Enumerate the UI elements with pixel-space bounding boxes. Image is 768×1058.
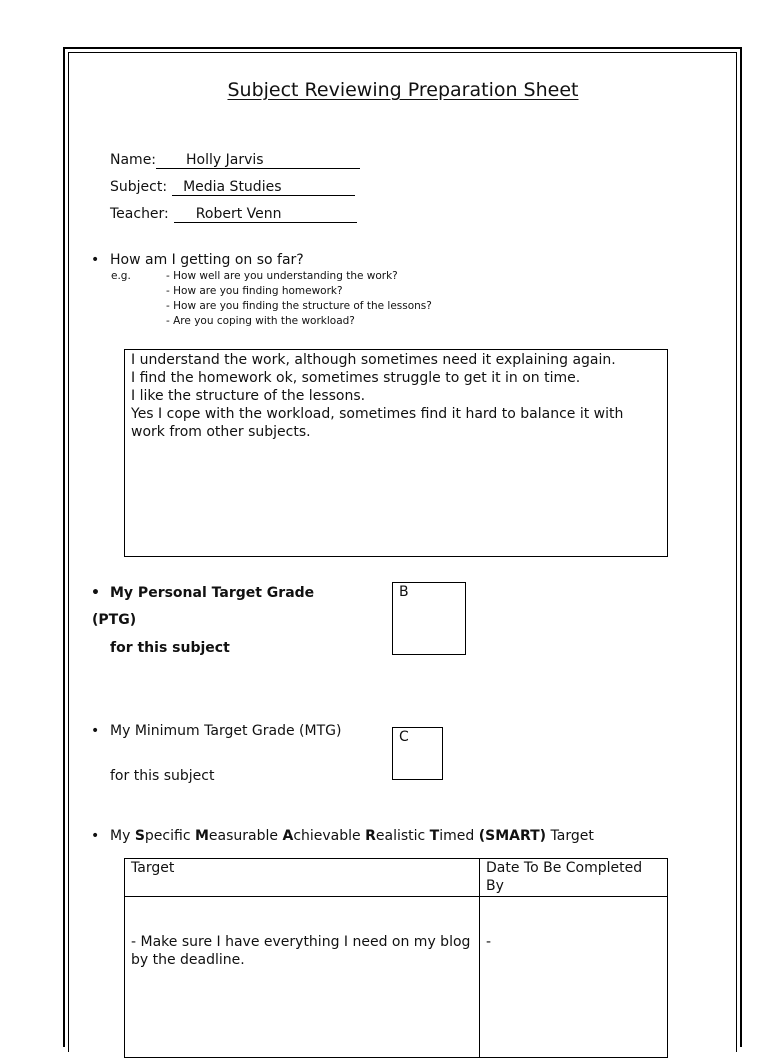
prompt-item: - How well are you understanding the work? xyxy=(166,270,398,282)
smart-s: S xyxy=(134,828,145,844)
smart-m-rest: easurable xyxy=(208,828,279,844)
ptg-label-line1 xyxy=(91,585,315,601)
bullet-icon: • xyxy=(91,585,100,601)
progress-question xyxy=(91,252,304,268)
progress-question-text: How am I getting on so far? xyxy=(110,252,304,268)
smart-m: M xyxy=(194,828,209,844)
smart-r-rest: ealistic xyxy=(375,828,426,844)
table-header-row xyxy=(125,859,668,897)
smart-a: A xyxy=(282,828,294,844)
bullet-icon: • xyxy=(91,828,100,844)
name-field xyxy=(110,152,360,169)
smart-my: My xyxy=(110,828,131,844)
mtg-label-line1 xyxy=(91,723,342,739)
mtg-grade: C xyxy=(399,729,409,745)
table-row xyxy=(125,897,668,1058)
teacher-label: Teacher: xyxy=(110,206,169,222)
col-date-header: Date To Be Completed By xyxy=(480,859,668,897)
name-value-line xyxy=(156,152,360,169)
subject-value: Media Studies xyxy=(183,179,282,195)
ptg-grade: B xyxy=(399,584,409,600)
eg-label: e.g. xyxy=(111,270,131,282)
mtg-grade-box[interactable] xyxy=(392,727,443,780)
smart-s-rest: pecific xyxy=(144,828,191,844)
answer-line: I like the structure of the lessons. xyxy=(131,388,366,404)
ptg-label-text: My Personal Target Grade xyxy=(110,585,315,601)
subject-label: Subject: xyxy=(110,179,168,195)
ptg-grade-box[interactable] xyxy=(392,582,466,655)
smart-a-rest: chievable xyxy=(293,828,361,844)
name-label: Name: xyxy=(110,152,157,168)
bullet-icon: • xyxy=(91,252,100,268)
prompt-item: - How are you finding homework? xyxy=(166,285,343,297)
smart-target-table xyxy=(124,858,668,1058)
progress-answer-box[interactable] xyxy=(124,349,668,557)
prompt-item: - Are you coping with the workload? xyxy=(166,315,355,327)
ptg-label-line3: for this subject xyxy=(110,640,230,656)
name-value: Holly Jarvis xyxy=(186,152,264,168)
date-cell[interactable]: - xyxy=(480,897,668,1058)
ptg-label-line2: (PTG) xyxy=(92,612,137,628)
answer-line: I understand the work, although sometimes need it explaining again. xyxy=(131,352,616,368)
bullet-icon: • xyxy=(91,723,100,739)
teacher-field xyxy=(110,206,357,223)
smart-r: R xyxy=(365,828,376,844)
teacher-value-line xyxy=(174,206,357,223)
smart-target-word: Target xyxy=(550,828,594,844)
smart-t: T xyxy=(429,828,440,844)
smart-t-rest: imed xyxy=(439,828,475,844)
subject-value-line xyxy=(172,179,355,196)
prompt-item: - How are you finding the structure of the lessons? xyxy=(166,300,432,312)
answer-line: I find the homework ok, sometimes struggle to get it in on time. xyxy=(131,370,581,386)
page-title: Subject Reviewing Preparation Sheet xyxy=(227,79,579,101)
mtg-label-text: My Minimum Target Grade (MTG) xyxy=(110,723,342,739)
subject-field xyxy=(110,179,355,196)
mtg-label-line2: for this subject xyxy=(110,768,215,784)
target-cell[interactable]: - Make sure I have everything I need on my blog by the deadline. xyxy=(125,897,480,1058)
smart-acronym: (SMART) xyxy=(478,828,547,844)
smart-heading xyxy=(91,828,594,844)
answer-line: Yes I cope with the workload, sometimes find it hard to balance it with work from other subjects. xyxy=(131,406,624,440)
col-target-header: Target xyxy=(125,859,480,897)
teacher-value: Robert Venn xyxy=(195,206,282,222)
